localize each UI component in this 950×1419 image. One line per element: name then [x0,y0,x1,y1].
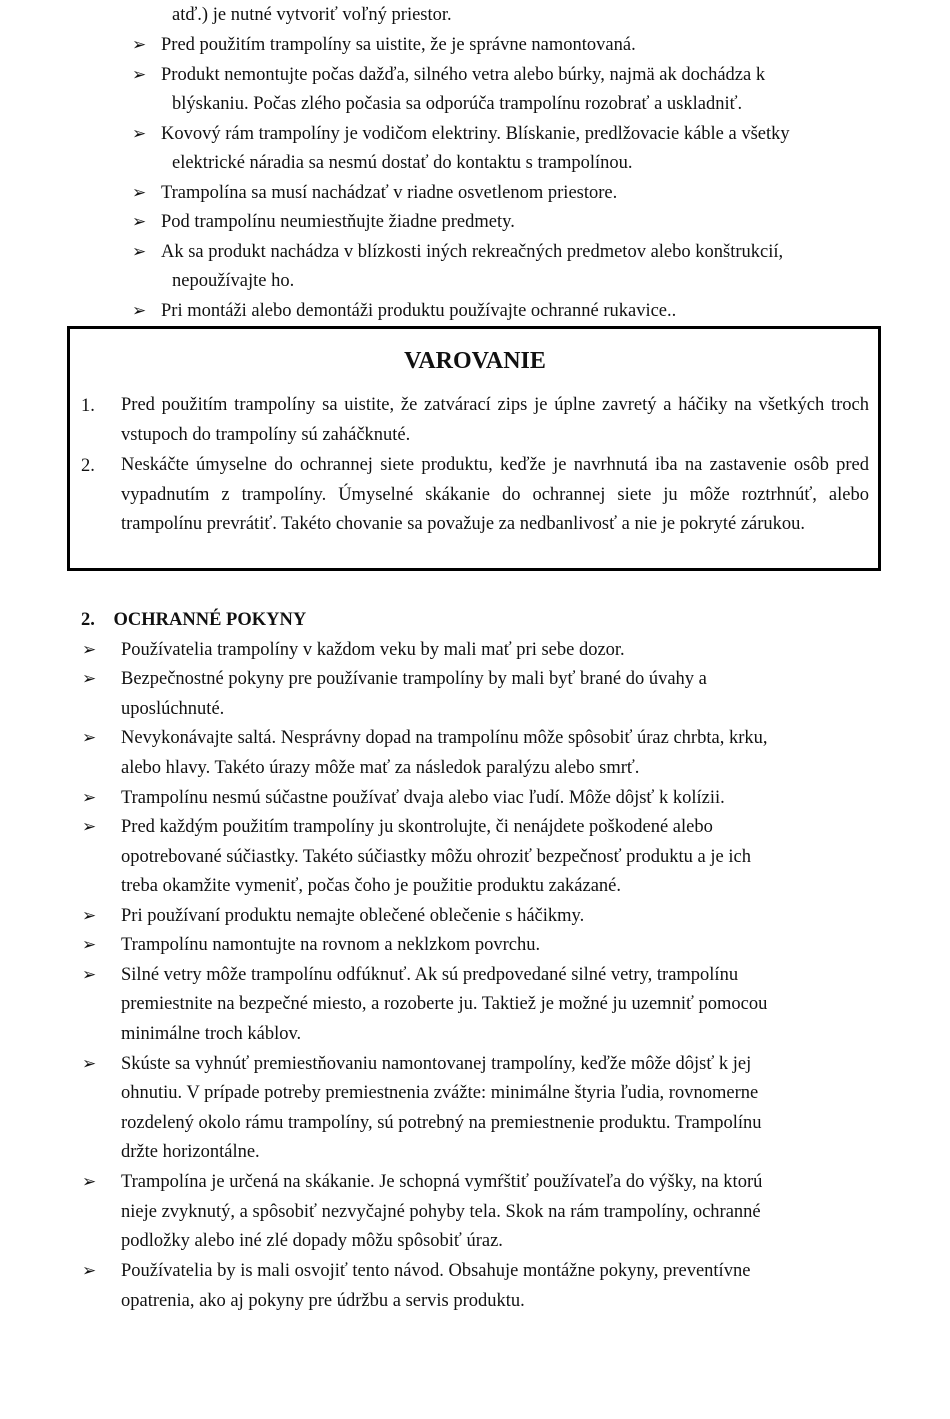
list-item-continuation: uposlúchnuté. [121,699,225,719]
list-item: Trampolína je určená na skákanie. Je schopná vymŕštiť používateľa do výšky, na ktorú [121,1172,763,1192]
warning-title: VAROVANIE [404,348,546,374]
list-item: Pri používaní produktu nemajte oblečené oblečenie s háčikmy. [121,906,585,926]
arrow-bullet-icon: ➢ [82,1261,97,1281]
list-item: Pred použitím trampolíny sa uistite, že je správne namontovaná. [161,35,636,55]
list-item-continuation: treba okamžite vymeniť, počas čoho je použitie produktu zakázané. [121,876,622,896]
arrow-bullet-icon: ➢ [132,183,147,203]
arrow-bullet-icon: ➢ [132,65,147,85]
arrow-bullet-icon: ➢ [82,965,97,985]
arrow-bullet-icon: ➢ [82,906,97,926]
list-item: Používatelia trampolíny v každom veku by mali mať pri sebe dozor. [121,640,625,660]
arrow-bullet-icon: ➢ [82,1172,97,1192]
list-item-continuation: nepoužívajte ho. [172,271,295,291]
list-item-continuation: držte horizontálne. [121,1142,260,1162]
arrow-bullet-icon: ➢ [82,640,97,660]
list-item: Kovový rám trampolíny je vodičom elektriny. Blískanie, predlžovacie káble a všetky [161,124,790,144]
list-item: Trampolína sa musí nachádzať v riadne osvetlenom priestore. [161,183,618,203]
arrow-bullet-icon: ➢ [132,242,147,262]
arrow-bullet-icon: ➢ [82,669,97,689]
arrow-bullet-icon: ➢ [82,1054,97,1074]
section-number: 2. [81,610,95,630]
arrow-bullet-icon: ➢ [132,35,147,55]
arrow-bullet-icon: ➢ [132,124,147,144]
list-item-continuation: alebo hlavy. Takéto úrazy môže mať za následok paralýzu alebo smrť. [121,758,640,778]
list-item-continuation: podložky alebo iné zlé dopady môžu spôsobiť úraz. [121,1231,503,1251]
list-item: Ak sa produkt nachádza v blízkosti iných rekreačných predmetov alebo konštrukcií, [161,242,784,262]
list-item: Skúste sa vyhnúť premiestňovaniu namontovanej trampolíny, keďže môže dôjsť k jej [121,1054,752,1074]
list-item: Pred každým použitím trampolíny ju skontrolujte, či nenájdete poškodené alebo [121,817,713,837]
list-item-continuation: opotrebované súčiastky. Takéto súčiastky môžu ohroziť bezpečnosť produktu a je ich [121,847,751,867]
list-item: Silné vetry môže trampolínu odfúknuť. Ak sú predpovedané silné vetry, trampolínu [121,965,739,985]
list-item: Nevykonávajte saltá. Nesprávny dopad na trampolínu môže spôsobiť úraz chrbta, krku, [121,728,768,748]
list-item-continuation: minimálne troch káblov. [121,1024,302,1044]
section-title: OCHRANNÉ POKYNY [113,610,307,630]
arrow-bullet-icon: ➢ [132,301,147,321]
list-continuation: atď.) je nutné vytvoriť voľný priestor. [172,5,452,25]
section-heading [81,605,306,635]
arrow-bullet-icon: ➢ [82,935,97,955]
list-item: Trampolínu namontujte na rovnom a neklzkom povrchu. [121,935,541,955]
list-item-continuation: nieje zvyknutý, a spôsobiť nezvyčajné pohyby tela. Skok na rám trampolíny, ochranné [121,1202,761,1222]
list-item-continuation: ohnutiu. V prípade potreby premiestnenia zvážte: minimálne štyria ľudia, rovnomerne [121,1083,759,1103]
list-item: Bezpečnostné pokyny pre používanie trampolíny by mali byť brané do úvahy a [121,669,707,689]
list-item: Pod trampolínu neumiestňujte žiadne predmety. [161,212,515,232]
warning-item-number: 2. [81,456,95,476]
list-item-continuation: rozdelený okolo rámu trampolíny, sú potrebný na premiestnenie produktu. Trampolínu [121,1113,762,1133]
warning-item-number: 1. [81,396,95,416]
list-item-continuation: premiestnite na bezpečné miesto, a rozoberte ju. Taktiež je možné ju uzemniť pomocou [121,994,768,1014]
list-item: Trampolínu nesmú súčastne používať dvaja alebo viac ľudí. Môže dôjsť k kolízii. [121,788,725,808]
list-item-continuation: blýskaniu. Počas zlého počasia sa odporúča trampolínu rozobrať a uskladniť. [172,94,743,114]
list-item: Pri montáži alebo demontáži produktu používajte ochranné rukavice.. [161,301,677,321]
list-item-continuation: opatrenia, ako aj pokyny pre údržbu a servis produktu. [121,1291,525,1311]
warning-item-text: Neskáčte úmyselne do ochrannej siete produktu, keďže je navrhnutá iba na zastavenie osôb pred vypadnutím z trampolíny. Úmyselné skákanie do ochrannej siete ju môže roztrhnúť, alebo trampolínu prevrátiť. Takéto chovanie sa považuje za nedbanlivosť a nie je pokryté zárukou. [121,455,869,535]
list-item: Používatelia by is mali osvojiť tento návod. Obsahuje montážne pokyny, preventívne [121,1261,751,1281]
arrow-bullet-icon: ➢ [82,788,97,808]
arrow-bullet-icon: ➢ [82,817,97,837]
warning-item-text: Pred použitím trampolíny sa uistite, že zatvárací zips je úplne zavretý a háčiky na všetkých troch vstupoch do trampolíny sú zaháčknuté. [121,395,869,445]
arrow-bullet-icon: ➢ [132,212,147,232]
arrow-bullet-icon: ➢ [82,728,97,748]
list-item: Produkt nemontujte počas dažďa, silného vetra alebo búrky, najmä ak dochádza k [161,65,766,85]
list-item-continuation: elektrické náradia sa nesmú dostať do kontaktu s trampolínou. [172,153,633,173]
